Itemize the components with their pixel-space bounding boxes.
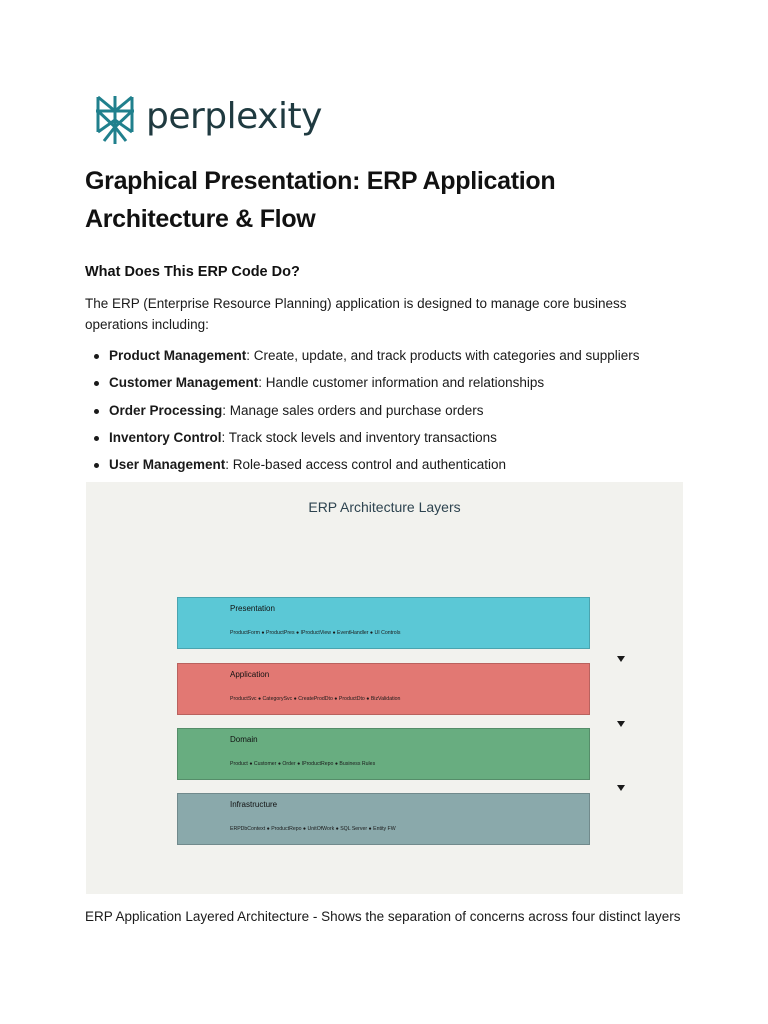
- feature-text: : Create, update, and track products with categories and suppliers: [246, 348, 640, 363]
- document-title: Graphical Presentation: ERP Application Architecture & Flow: [85, 167, 556, 233]
- layer-name: Application: [230, 670, 270, 679]
- section-heading: What Does This ERP Code Do?: [85, 264, 300, 280]
- layer-components: ERPDbContext ● ProductRepo ● UnitOfWork ● SQL Server ● Entity FW: [230, 826, 396, 832]
- layer-name: Presentation: [230, 604, 275, 613]
- arrow-down-icon: [617, 785, 625, 791]
- list-item: [85, 427, 685, 454]
- layer-domain: [177, 728, 590, 780]
- layer-name: Domain: [230, 735, 258, 744]
- feature-text: : Handle customer information and relationships: [258, 375, 545, 391]
- layer-components: ProductForm ● ProductPres ● IProductView ● EventHandler ● UI Controls: [230, 630, 401, 636]
- layer-application: [177, 663, 590, 715]
- perplexity-logo: [94, 94, 322, 146]
- layer-components: ProductSvc ● CategorySvc ● CreateProdDto ● ProductDto ● BizValidation: [230, 696, 401, 702]
- intro-paragraph: The ERP (Enterprise Resource Planning) application is designed to manage core business operations including:: [85, 296, 627, 332]
- diagram-title: ERP Architecture Layers: [308, 499, 461, 515]
- feature-label: Inventory Control: [109, 429, 222, 445]
- feature-label: Order Processing: [109, 402, 223, 418]
- feature-label: Customer Management: [109, 375, 259, 391]
- feature-label: Product Management: [109, 348, 247, 363]
- feature-list: [85, 345, 685, 481]
- logo-wordmark: perplexity: [146, 96, 322, 137]
- feature-text: : Manage sales orders and purchase orders: [222, 402, 484, 418]
- feature-text: : Track stock levels and inventory transactions: [221, 429, 497, 445]
- list-item: [85, 372, 685, 399]
- arrow-down-icon: [617, 656, 625, 662]
- layer-presentation: [177, 597, 590, 649]
- list-item: [85, 400, 685, 427]
- feature-text: : Role-based access control and authentication: [225, 457, 506, 473]
- layer-name: Infrastructure: [230, 800, 278, 809]
- layer-components: Product ● Customer ● Order ● IProductRepo ● Business Rules: [230, 761, 376, 767]
- list-item: [85, 454, 685, 481]
- feature-label: User Management: [109, 457, 226, 473]
- figure-caption: ERP Application Layered Architecture - Shows the separation of concerns across four distinct layers: [85, 909, 681, 924]
- layer-infrastructure: [177, 793, 590, 845]
- list-item: [85, 345, 685, 372]
- arrow-down-icon: [617, 721, 625, 727]
- architecture-diagram: [86, 482, 683, 894]
- perplexity-logo-icon: [94, 94, 136, 146]
